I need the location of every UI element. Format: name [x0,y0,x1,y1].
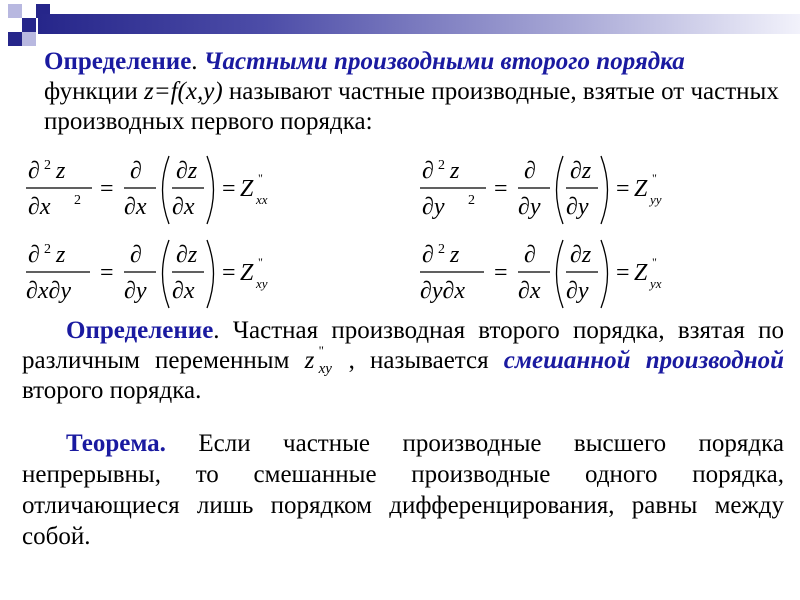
denominator: ∂x [124,194,147,220]
deco-square [22,4,36,18]
header-rule [38,14,800,34]
denominator: ∂x∂y [26,278,72,304]
variable-Z: Z [634,176,648,202]
partial-symbol: ∂ [524,242,536,268]
equals-sign: = [222,176,236,202]
inner-numerator: ∂z [176,242,198,268]
deco-square [8,18,22,32]
power: 2 [74,193,81,208]
variable-Z: Z [634,260,648,286]
partial-symbol: ∂ [130,242,142,268]
definition-term: смешанной производной [503,347,784,374]
right-paren [601,156,608,224]
equals-sign: = [100,260,114,286]
variable-z: z [56,242,66,268]
denominator: ∂x [172,194,195,220]
left-paren [557,240,564,308]
variable-z: z [450,158,460,184]
power: 2 [44,158,51,173]
formula-zyx [418,236,668,317]
subscript: yy [650,192,662,207]
power: 2 [438,158,445,173]
formula-zxx [24,152,274,233]
subscript: yx [650,276,662,291]
theorem-label: Теорема. [66,430,166,457]
definition-text: . Частная производная второго порядка, взятая по различным переменным [22,317,784,374]
inner-numerator: ∂z [570,242,592,268]
theorem-text: Если частные производные высшего порядка непрерывны, то смешанные производные одного порядка, отличающиеся лишь порядком дифференцирования, равны между собой. [22,430,784,550]
denominator: ∂y∂x [420,278,466,304]
definition-punct: . [191,48,204,75]
power: 2 [468,193,475,208]
inner-numerator: ∂z [176,158,198,184]
partial-symbol: ∂ [28,242,40,268]
left-paren [163,156,170,224]
definition-term: Частными производными второго порядка [203,48,685,75]
equals-sign: = [100,176,114,202]
denominator: ∂y [566,278,589,304]
deco-square [22,32,36,46]
theorem [22,428,784,552]
double-prime: " [258,171,263,185]
denominator: ∂x [172,278,195,304]
definition-text: второго порядка. [22,377,202,404]
equals-sign: = [616,176,630,202]
definition-label: Определение [66,317,214,344]
deco-square [8,32,22,46]
partial-symbol: ∂ [28,158,40,184]
subscript: xy [256,276,268,291]
variable-z: z [450,242,460,268]
left-paren [163,240,170,308]
formula-zxy [24,236,274,317]
mixed-derivative-symbol: z " xy [304,343,332,377]
subscript: xx [256,192,268,207]
power: 2 [438,242,445,257]
equals-sign: = [616,260,630,286]
denominator: ∂x [28,194,51,220]
variable-z: z [56,158,66,184]
definition-label: Определение [44,48,192,75]
partial-symbol: ∂ [130,158,142,184]
right-paren [207,156,214,224]
denominator: ∂y [566,194,589,220]
inner-numerator: ∂z [570,158,592,184]
definition-text: , называется [348,347,504,374]
power: 2 [44,242,51,257]
formula-zyy [418,152,668,233]
right-paren [207,240,214,308]
partial-symbol: ∂ [422,242,434,268]
denominator: ∂y [518,194,541,220]
partial-symbol: ∂ [524,158,536,184]
double-prime: " [652,171,657,185]
deco-square [8,4,22,18]
definition-2 [22,316,784,406]
slide-decoration [0,0,800,45]
definition-text: называют частные производные, взятые от частных производных первого порядка: [44,78,779,135]
double-prime: " [258,255,263,269]
denominator: ∂y [124,278,147,304]
definition-text: функции [44,78,144,105]
denominator: ∂x [518,278,541,304]
deco-square [22,18,36,32]
equals-sign: = [494,176,508,202]
left-paren [557,156,564,224]
function-expression: z=f(x,y) [144,78,223,105]
equals-sign: = [222,260,236,286]
double-prime: " [652,255,657,269]
definition-1 [44,47,784,137]
denominator: ∂y [422,194,445,220]
right-paren [601,240,608,308]
variable-Z: Z [240,176,254,202]
variable-Z: Z [240,260,254,286]
equals-sign: = [494,260,508,286]
partial-symbol: ∂ [422,158,434,184]
